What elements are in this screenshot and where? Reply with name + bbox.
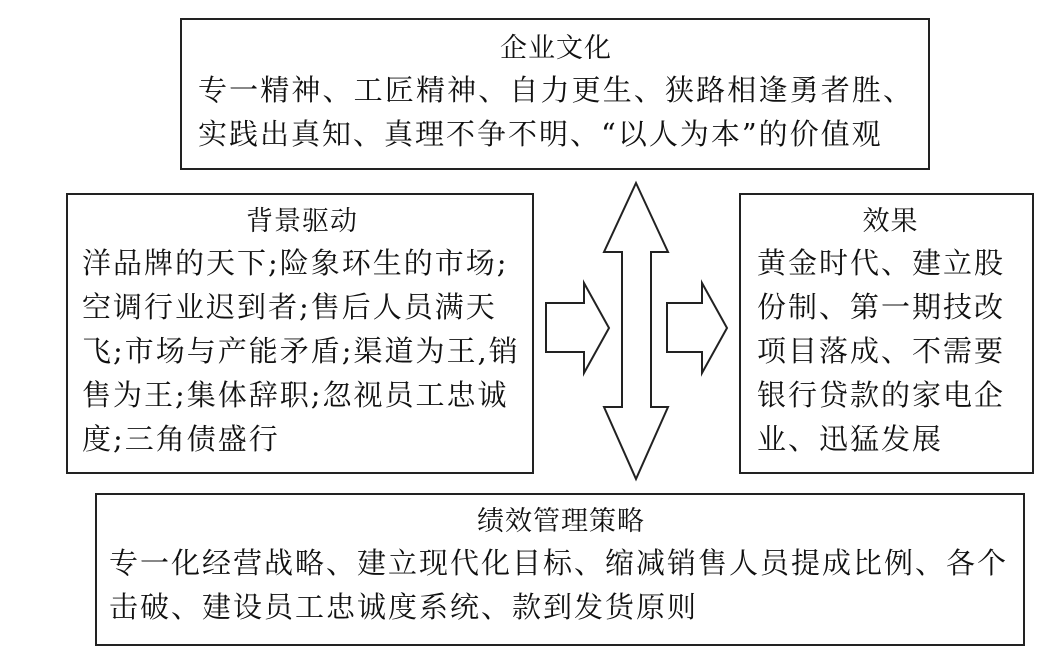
- background-title: 背景驱动: [246, 206, 358, 237]
- background-box: [66, 193, 534, 474]
- vertical-double-arrow: [604, 183, 668, 479]
- right-arrow-left: [546, 283, 609, 373]
- culture-title: 企业文化: [500, 33, 612, 64]
- effect-title: 效果: [862, 206, 919, 237]
- culture-box: [180, 18, 930, 170]
- culture-body: 专一精神、工匠精神、自力更生、狭路相逢勇者胜、实践出真知、真理不争不明、“以人为本”的价值观: [198, 73, 914, 151]
- performance-body: 专一化经营战略、建立现代化目标、缩减销售人员提成比例、各个击破、建设员工忠诚度系统、款到发货原则: [109, 546, 1009, 624]
- performance-box: [95, 493, 1025, 646]
- performance-title: 绩效管理策略: [477, 506, 645, 537]
- background-body: 洋品牌的天下;险象环生的市场;空调行业迟到者;售后人员满天飞;市场与产能矛盾;渠道为王,销售为王;集体辞职;忽视员工忠诚度;三角债盛行: [82, 246, 520, 456]
- right-arrow-right: [667, 283, 727, 373]
- effect-box: [739, 193, 1034, 474]
- effect-body: 黄金时代、建立股份制、第一期技改项目落成、不需要银行贷款的家电企业、迅猛发展: [757, 246, 1006, 456]
